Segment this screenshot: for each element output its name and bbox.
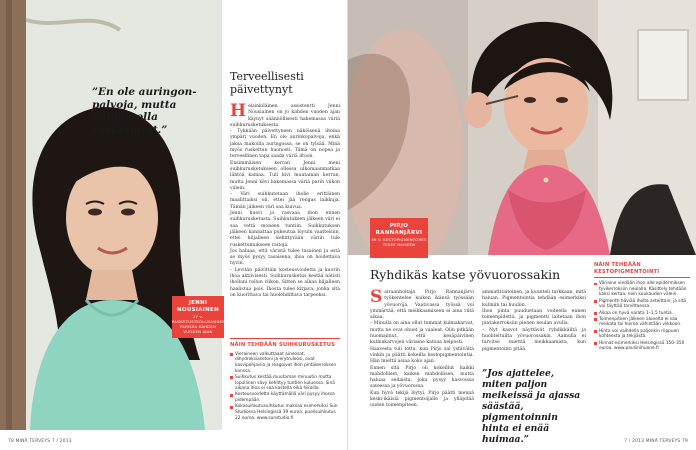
article-body-right-col2 (482, 290, 586, 353)
person-role: 27 v. RUSKETUSTEOLLISUUDEN PARISSA KAHDEN VUODEN AJAN (172, 314, 226, 334)
paragraph: Ihon pinta puuduetaan voiteella ennen toimenpidettä, ja pigmentti laitetaan ihon pintakerroksiin pienen neulan avulla. (482, 308, 586, 327)
list-item: Hinta voi vaihdella paljonkin riippuen kohteesta ja tekijästä. (594, 329, 690, 340)
paragraph: Jenni kuori ja rasvaaa ihon ennen suihkurusketusta. Suihkutuksen jälkeen väri ei saa vettä moneen tuntiin. Suihkutuksen jälkeen kannattaa pukeutua löysiin vaatteisiin, ettei hiljalleen kehittyvään väriin tule ruskettumukseen raitoja. (230, 211, 340, 248)
person-label-jenni (172, 296, 224, 338)
person-name: JENNI NOUSIAINEN (176, 300, 220, 313)
list-item: Väriaine viedään ihon alle epidermiksen tyvikerroksiin neulalla. Käsittely tehdään kaksi kertaa, noin kuukauden välein. (594, 281, 690, 298)
divider (594, 277, 690, 278)
list-item: Vieraineen valkuttaaat aineosat, dihydroksiasetoni ja erytruloosi, ovat kasvipohjaisia ja reagoivat ihon pintakerroksen kanssa. (230, 352, 340, 375)
sidebar-title: NÄIN TEHDÄÄN KESTOPIGMENTOINTI (594, 262, 660, 275)
paragraph: Haavesta tuli totta, kun Pirjo sai ystävältä vinkin ja päätti kokeilla kestopigmentointia. Hän miettii asiaa koko ajan. (370, 346, 474, 365)
right-page (348, 0, 696, 450)
page-footer-right: 7 / 2013 MINÄ TERVEYS 79 (624, 439, 688, 444)
person-label-pirjo (370, 218, 428, 258)
list-item: Pigmentti häviää iholta asteittain, ja sitä voi täyttää tarvittaessa. (594, 299, 690, 310)
dropcap: S (370, 287, 383, 307)
person-role: 46 V. KESTOPIGMENTOINTI TEKEE NAISEEN (371, 237, 427, 247)
paragraph: ammattitaitoinen, ja kuunteli tarkkaan, mitä haluan. Pigmentointia tehdään esimerkiksi kulmiin tai huuliin. (482, 290, 586, 308)
list-item: Hinnat esimerkiksi Helsingissä 150–350 euroa. www.pauliinihuone.fi (594, 341, 690, 352)
sidebar-title: NÄIN TEHDÄÄN SUIHKURUSKETUS (230, 342, 336, 348)
list-item: Suihkutus kestää muutaman minuutin mutta lopullinen sävy kehittyy tuntien kuluessa. Sinä aikana ihoa ei saa kastella eikä hikoilla. (230, 375, 340, 392)
paragraph: Kun hyvä tekijä löytyi, Pirjo päätti mennä keski-ikäisiä pigmentoijalle ja ylläpitää uuden toimenpiteen. (370, 390, 474, 409)
sidebar-right (594, 262, 690, 352)
paragraph: – Tykkään päivettyneen näköisenä iltoina ympäri vuoden. En ole aurinkopalvoja, enkä jaksa makoilla auringossa, se on tylsää. Minä myös ruskettun huonosti. Tämä on nopea ja terveellinen tapa saada väriä iltoon. (230, 129, 340, 160)
paragraph: Jos haluaa, että väristä tulee tasainen ja estä se myös pysyy tasaisena, ihoa on hoidettava hyvin. (230, 248, 340, 267)
sidebar-left (230, 336, 340, 422)
page-footer-left: 78 MINÄ TERVEYS 7 / 2013 (8, 439, 72, 444)
list-item: Kosteusvoidetta käyttämällä väri pysyy ihossa pidempään. (230, 392, 340, 403)
article-headline-right: Ryhdikäs katse yövuorossakin (370, 267, 561, 282)
article-body-right-col1 (370, 287, 474, 410)
portrait-illustration (0, 0, 226, 430)
pull-quote-right: ”Jos ajattelee, miten paljon meikeissä ja ajassa säästää, pigmentoinnin hinta ei enää huimaa.” (482, 368, 581, 445)
paragraph: – Väri suihkutetaan iholle erittäinen maalittaiksi oli, ettei jää rengas laikkuja. Tämän jälkeen väri saa kuivua. (230, 192, 340, 210)
paragraph: – Levitän päivittäin kosteusvoidetta ja kuorin ihoa aktiivisesti. Suihkurusketus kestää nätisti ihollani reilun viikon. Sitten se alkaa hiljalleen haalistua pois. Ihosta tulee kirjava, jonka sitä on kuorittava tai huolehdittava tarpeeksi. (230, 267, 340, 298)
portrait-photo-pirjo (348, 0, 696, 255)
pull-quote-left: ”En ole auringon-palvoja, mutta haluan olla rusketunut.” (92, 86, 197, 136)
list-item: Aikaa on hyvä varata 1–1,5 tuntia. (594, 311, 690, 317)
paragraph: Ennen sitä Pirjo oli kokeillut kaikki mahdolliset, kaiken mahdollisen, mutta haluaa sellaista, joka pysyy kasvoissa sateessa ja yövuorossa. (370, 365, 474, 390)
portrait-photo-jenni (0, 0, 226, 430)
portrait-illustration (348, 0, 696, 255)
article-headline-left: Terveellisesti päivettynyt (230, 70, 304, 96)
paragraph: Sairaanhoitaja Pirjo Rannanjärvi työkentelee kaiken ikänsä työssään yövuoroja. Vaativassa työssä voi ymmärtää, että meikkaamiseen ei aina riitä aikaa. (370, 287, 474, 321)
list-item: Kokosuihkutusuihkutus maksaa esimerkiksi Sun Studiossa Helsingissä 39 euroa, puolisuihkutus 22 euroa. www.sunstudio.fi (230, 404, 340, 421)
paragraph: Helsinkiläinen assistentti Jenni Nousiainen on jo kahden vuoden ajan käynyt säännöllisesti hakemassa väriä suihkurusketuksesta. (230, 101, 340, 128)
divider (230, 338, 340, 339)
dropcap: H (230, 101, 247, 121)
paragraph: – Minulla on aina ollut tummat kulmakarvat, mutta ne ovat ohuet ja vaaleat. Olin pitkään huomannut, että kesäpäivinen kulmakarvojen väriaine katoaa helposti. (370, 321, 474, 346)
paragraph: – Nyt kasvot näyttävät ryhdikkäiltä ja huoliteltuilta yövuorossakin. Aamulla ei tarvitse miettiä meikkaamista, kun pigmentointi pitää. (482, 327, 586, 352)
paragraph: Ensimmäisen kerran Jenni meni suihkurusketukseen ollessa ulkomaanmatkaa lähtöä kamaa. Tuli kivi muutaman kerran, mutta Jenni kävi hakemassa väriä parin viikon välein. (230, 160, 340, 191)
list-item: Toimenpiteen jälkeen alueelta ei saa meikata tai hieroa vähintään viikkoon. (594, 317, 690, 328)
article-body-left (230, 101, 340, 299)
person-name: PIRJO RANNANJÄRVI (375, 223, 423, 236)
